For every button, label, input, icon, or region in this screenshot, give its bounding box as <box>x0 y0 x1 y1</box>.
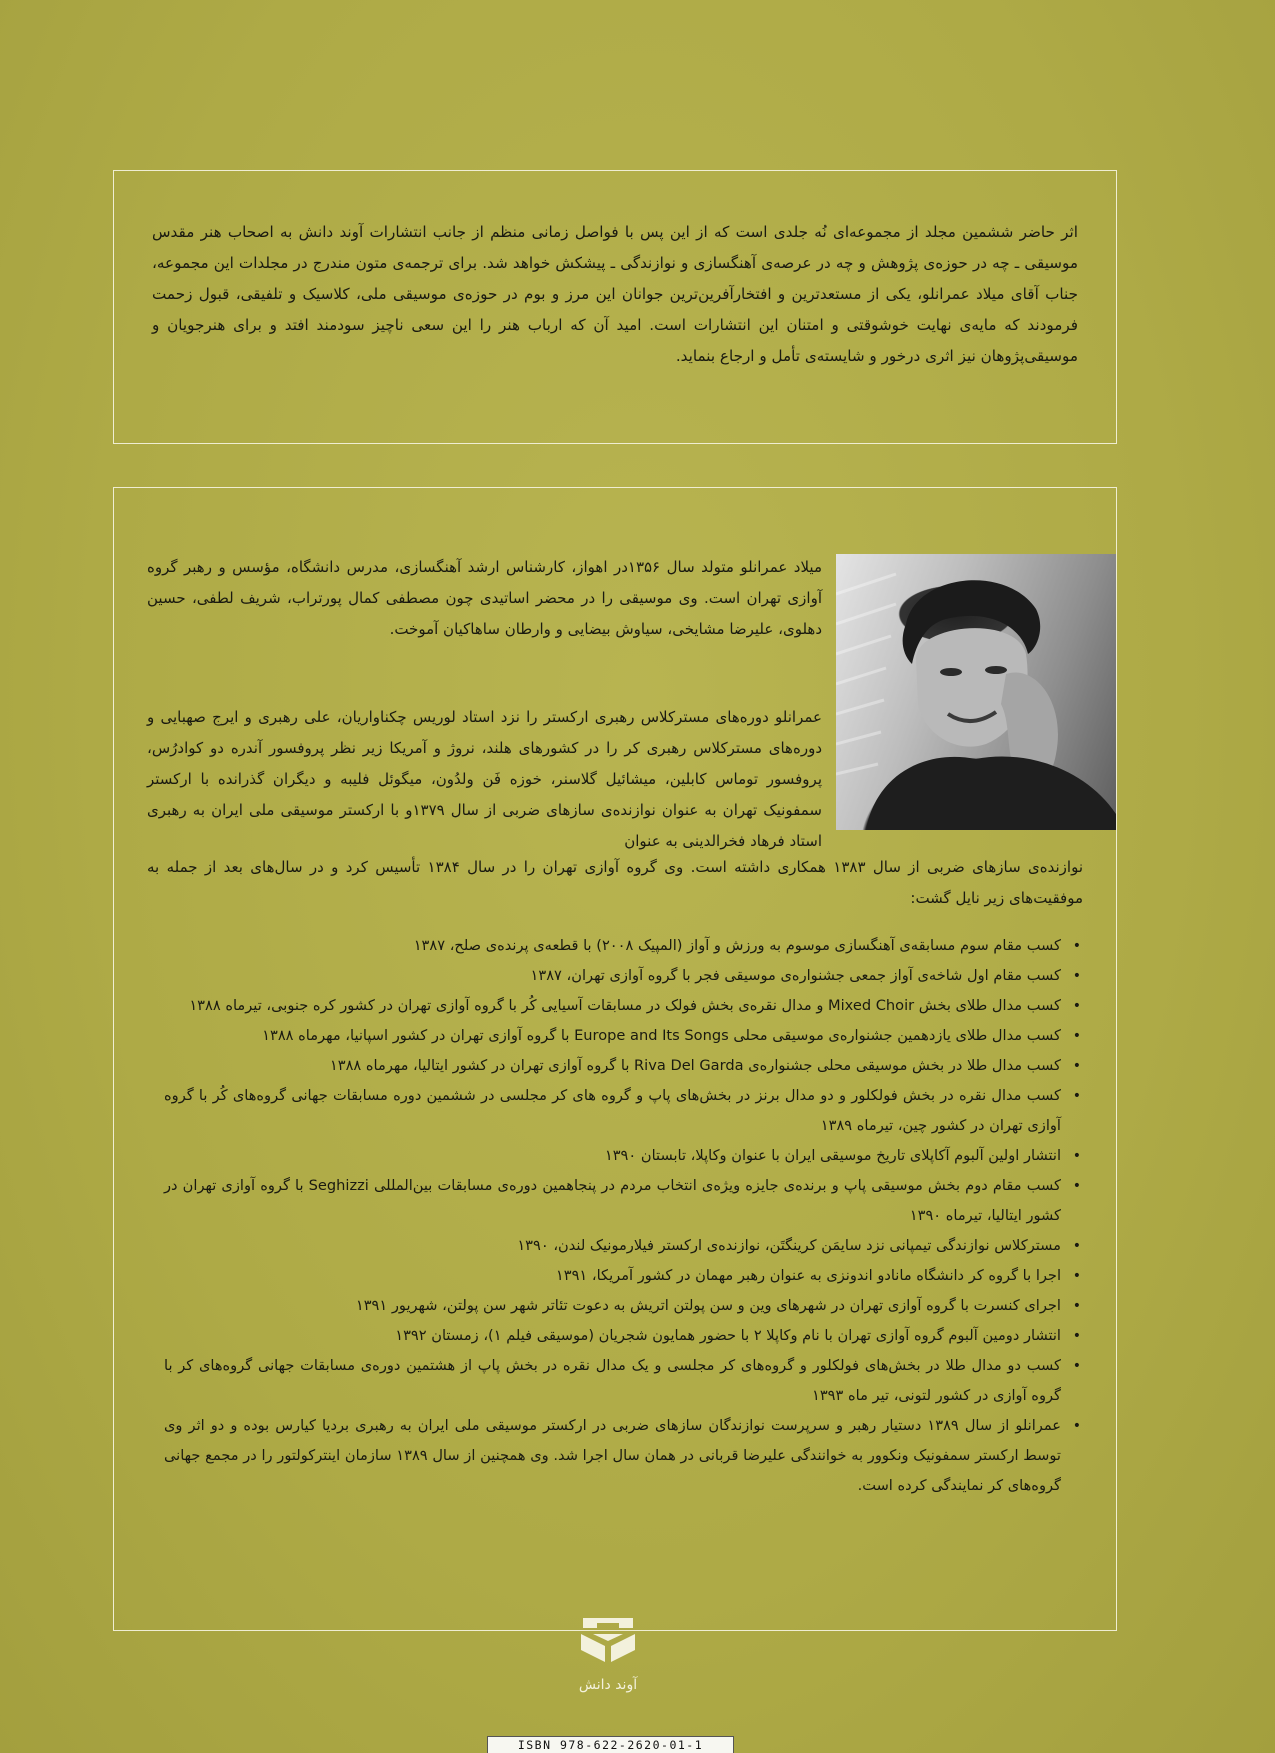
achievement-item: • عمرانلو از سال ۱۳۸۹ دستیار رهبر و سرپرست نوازندگان سازهای ضربی در ارکستر موسیقی ملی ایران به رهبری بردیا کیارس بوده و دو اثر وی توسط ارکستر سمفونیک ونکوور به خوانندگی علیرضا قربانی در همان سال اجرا شد. وی همچنین از سال ۱۳۸۹ سازمان اینترکولتور را در مجمع جهانی گروه‌های کر نمایندگی کرده است. <box>164 1411 1061 1501</box>
achievements-list <box>164 931 1083 1501</box>
publisher-name: آوند دانش <box>578 1677 638 1693</box>
achievement-item: • کسب مدال نقره در بخش فولکلور و دو مدال برنز در بخش‌های پاپ و گروه های کر مجلسی در ششمین دوره مسابقات جهانی گروه‌های کُر با گروه آوازی تهران در کشور چین، تیرماه ۱۳۸۹ <box>164 1081 1061 1141</box>
publisher-logo-icon <box>577 1614 639 1666</box>
achievement-item: • اجرای کنسرت با گروه آوازی تهران در شهرهای وین و سن پولتن اتریش به دعوت تئاتر شهر سن پولتن، شهریور ۱۳۹۱ <box>164 1291 1061 1321</box>
achievement-item: • کسب مدال طلای بخش Mixed Choir و مدال نقره‌ی بخش فولک در مسابقات آسیایی کُر با گروه آوازی تهران در کشور کره جنوبی، تیرماه ۱۳۸۸ <box>164 991 1061 1021</box>
intro-frame <box>113 170 1117 444</box>
achievement-item: • کسب مدال طلای یازدهمین جشنواره‌ی موسیقی محلی Europe and Its Songs با گروه آوازی تهران در کشور اسپانیا، مهرماه ۱۳۸۸ <box>164 1021 1061 1051</box>
achievement-item: • اجرا با گروه کر دانشگاه مانادو اندونزی به عنوان رهبر مهمان در کشور آمریکا، ۱۳۹۱ <box>164 1261 1061 1291</box>
author-photo <box>836 554 1116 830</box>
intro-text: اثر حاضر ششمین مجلد از مجموعه‌ای نُه جلدی است که از این پس با فواصل زمانی منظم از جانب انتشارات آوند دانش به اصحاب هنر مقدس موسیقی ـ چه در حوزه‌ی پژوهش و چه در عرصه‌ی آهنگسازی و نوازندگی ـ پیشکش خواهد شد. برای ترجمه‌ی متون مندرج در مجلدات این مجموعه، جناب آقای میلاد عمرانلو، یکی از مستعدترین و افتخارآفرین‌ترین جوانان این مرز و بوم در حوزه‌ی موسیقی ملی، کلاسیک و تلفیقی، قبول زحمت فرمودند که مایه‌ی نهایت خوشوقتی و امتنان این انتشارات است. امید آن که ارباب هنر را این سعی ناچیز سودمند افتد و برای هنرجویان و موسیقی‌پژوهان نیز اثری درخور و شایسته‌ی تأمل و ارجاع بنماید. <box>152 223 1078 365</box>
achievement-item: • انتشار دومین آلبوم گروه آوازی تهران با نام وکاپلا ۲ با حضور همایون شجریان (موسیقی فیلم ۱)، زمستان ۱۳۹۲ <box>164 1321 1061 1351</box>
bio-paragraph-1: میلاد عمرانلو متولد سال ۱۳۵۶در اهواز، کارشناس ارشد آهنگسازی، مدرس دانشگاه، مؤسس و رهبر گروه آوازی تهران است. وی موسیقی را در محضر اساتیدی چون مصطفی کمال پورتراب، شریف لطفی، حسین دهلوی، علیرضا مشایخی، سیاوش بیضایی و وارطان ساهاکیان آموخت. <box>147 558 822 638</box>
achievement-item: • انتشار اولین آلبوم آکاپلای تاریخ موسیقی ایران با عنوان وکاپلا، تابستان ۱۳۹۰ <box>164 1141 1061 1171</box>
achievement-item: • کسب مقام دوم بخش موسیقی پاپ و برنده‌ی جایزه ویژه‌ی انتخاب مردم در پنجاهمین دوره‌ی مسابقات بین‌المللی Seghizzi با گروه آوازی تهران در کشور ایتالیا، تیرماه ۱۳۹۰ <box>164 1171 1061 1231</box>
achievement-item: • مسترکلاس نوازندگی تیمپانی نزد سایمَن کرینگتَن، نوازنده‌ی ارکستر فیلارمونیک لندن، ۱۳۹۰ <box>164 1231 1061 1261</box>
achievement-item: • کسب مدال طلا در بخش موسیقی محلی جشنواره‌ی Riva Del Garda با گروه آوازی تهران در کشور ایتالیا، مهرماه ۱۳۸۸ <box>164 1051 1061 1081</box>
isbn-barcode-label: ISBN 978-622-2620-01-1 <box>487 1736 734 1753</box>
bio-paragraph-2-top: عمرانلو دوره‌های مسترکلاس رهبری ارکستر را نزد استاد لوریس چکناواریان، علی رهبری و ایرج صهبایی و دوره‌های مسترکلاس رهبری کر را در کشورهای هلند، نروژ و آمریکا زیر نظر پروفسور آندره دو کوادرُس، پروفسور توماس کابلین، میشائیل گلاسنر، خوزه فَن ولدُون، میگوئل فلیبه و دیگران گذرانده با ارکستر سمفونیک تهران به عنوان نوازنده‌ی سازهای ضربی از سال ۱۳۷۹و با ارکستر موسیقی ملی ایران به رهبری استاد فرهاد فخرالدینی به عنوان <box>147 708 823 850</box>
achievement-item: • کسب دو مدال طلا در بخش‌های فولکلور و گروه‌های کر مجلسی و یک مدال نقره در بخش پاپ از هشتمین دوره‌ی مسابقات جهانی گروه‌های کر با گروه آوازی در کشور لتونی، تیر ماه ۱۳۹۳ <box>164 1351 1061 1411</box>
achievement-item: • کسب مقام اول شاخه‌ی آواز جمعی جشنواره‌ی موسیقی فجر با گروه آوازی تهران، ۱۳۸۷ <box>164 961 1061 991</box>
achievement-item: • کسب مقام سوم مسابقه‌ی آهنگسازی موسوم به ورزش و آواز (المپیک ۲۰۰۸) با قطعه‌ی پرنده‌ی صلح، ۱۳۸۷ <box>164 931 1061 961</box>
author-portrait-graphic <box>836 554 1116 830</box>
bio-frame <box>113 487 1117 1631</box>
bio-paragraph-2-bottom: نوازنده‌ی سازهای ضربی از سال ۱۳۸۳ همکاری داشته است. وی گروه آوازی تهران را در سال ۱۳۸۴ تأسیس کرد و در سال‌های بعد از جمله به موفقیت‌های زیر نایل گشت: <box>147 858 1084 907</box>
